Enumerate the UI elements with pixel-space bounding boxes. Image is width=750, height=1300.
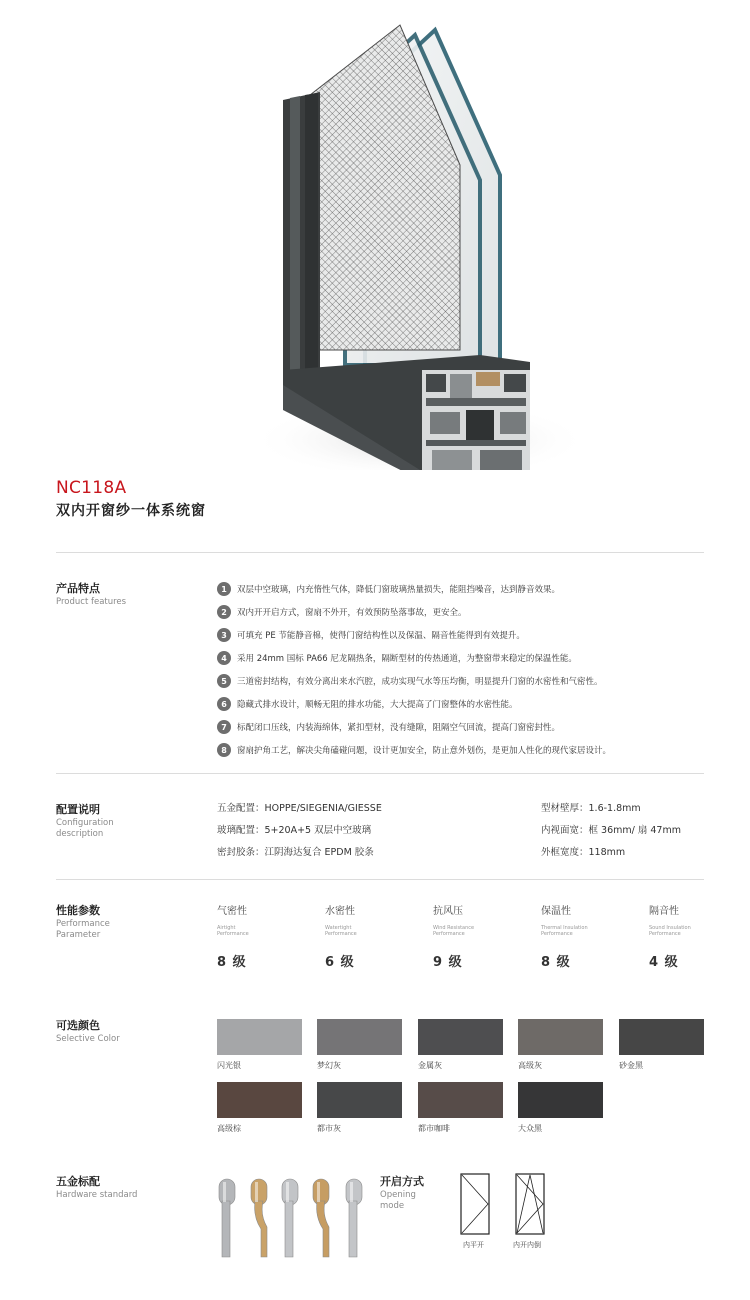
feature-item	[217, 650, 577, 666]
color-swatch	[418, 1019, 503, 1055]
divider	[56, 879, 704, 880]
product-name: 双内开窗纱一体系统窗	[56, 503, 206, 519]
feature-text: 三道密封结构，有效分离出来水汽腔，成功实现气水等压均衡，明显提升门窗的水密性和气密性。	[237, 677, 603, 687]
color-swatch	[518, 1082, 603, 1118]
performance-label: 气密性	[217, 906, 247, 917]
feature-text: 双内开开启方式，窗扇不外开，有效预防坠落事故，更安全。	[237, 608, 467, 618]
config-seal: 密封胶条：江阴海达复合 EPDM 胶条	[217, 847, 374, 858]
config-glass: 玻璃配置：5+20A+5 双层中空玻璃	[217, 825, 372, 836]
hardware-title: 五金标配	[56, 1175, 100, 1188]
features-title: 产品特点	[56, 582, 100, 595]
color-name: 大众黑	[518, 1124, 542, 1133]
product-model: NC118A	[56, 478, 127, 498]
performance-en-label: Airtight	[217, 925, 236, 931]
feature-number-badge: 5	[217, 674, 231, 688]
color-swatch	[217, 1082, 302, 1118]
colors-title: 可选颜色	[56, 1019, 100, 1032]
feature-text: 标配闭口压线，内装海绵体，紧扣型材，没有缝隙，阻隔空气回流，提高门窗密封性。	[237, 723, 561, 733]
feature-number-badge: 4	[217, 651, 231, 665]
feature-item	[217, 742, 611, 758]
performance-en-label: Performance	[433, 931, 465, 937]
feature-number-badge: 7	[217, 720, 231, 734]
color-name: 都市咖啡	[418, 1124, 450, 1133]
color-name: 都市灰	[317, 1124, 341, 1133]
window-handle-icon	[279, 1177, 305, 1265]
feature-item	[217, 673, 603, 689]
opening-title: 开启方式	[380, 1175, 424, 1188]
performance-value: 6 级	[325, 955, 355, 970]
performance-value: 8 级	[541, 955, 571, 970]
feature-number-badge: 6	[217, 697, 231, 711]
features-subtitle: Product features	[56, 597, 127, 607]
performance-label: 抗风压	[433, 906, 463, 917]
feature-item	[217, 627, 525, 643]
performance-en-label: Wind Resistance	[433, 925, 475, 931]
color-swatch	[317, 1019, 402, 1055]
hardware-subtitle: Hardware standard	[56, 1190, 138, 1200]
performance-en-label: Sound Insulation	[649, 925, 691, 931]
performance-label: 隔音性	[649, 906, 679, 917]
performance-en-label: Performance	[541, 931, 573, 937]
config-hardware: 五金配置：HOPPE/SIEGENIA/GIESSE	[217, 803, 382, 814]
performance-value: 9 级	[433, 955, 463, 970]
config-title: 配置说明	[56, 803, 100, 816]
performance-label: 保温性	[541, 906, 571, 917]
config-wall-thickness: 型材壁厚：1.6-1.8mm	[541, 803, 641, 814]
performance-en-label: Performance	[217, 931, 249, 937]
performance-en-label: Performance	[649, 931, 681, 937]
feature-item	[217, 696, 518, 712]
color-swatch	[317, 1082, 402, 1118]
performance-label: 水密性	[325, 906, 355, 917]
config-subtitle: Configuration description	[56, 818, 114, 839]
feature-number-badge: 3	[217, 628, 231, 642]
feature-item	[217, 719, 560, 735]
performance-en-label: Watertight	[325, 925, 352, 931]
opening-inward-label: 内平开	[463, 1241, 484, 1249]
product-image	[0, 0, 750, 470]
feature-item	[217, 604, 467, 620]
color-name: 金属灰	[418, 1061, 442, 1070]
window-handle-icon	[216, 1177, 242, 1265]
feature-text: 采用 24mm 国标 PA66 尼龙隔热条，隔断型材的传热通道，为整窗带来稳定的保温性能。	[237, 654, 577, 664]
color-name: 高级棕	[217, 1124, 241, 1133]
opening-subtitle: Opening mode	[380, 1190, 416, 1211]
feature-text: 可填充 PE 节能静音棉，使得门窗结构性以及保温、隔音性能得到有效提升。	[237, 631, 525, 641]
feature-item	[217, 581, 560, 597]
color-swatch	[418, 1082, 503, 1118]
color-name: 砂金黑	[619, 1061, 643, 1070]
config-face-width: 内视面宽：框 36mm/ 扇 47mm	[541, 825, 681, 836]
opening-tilt-turn-icon	[515, 1173, 545, 1235]
performance-value: 8 级	[217, 955, 247, 970]
colors-subtitle: Selective Color	[56, 1034, 120, 1044]
opening-inward-icon	[460, 1173, 490, 1235]
performance-title: 性能参数	[56, 904, 100, 917]
color-swatch	[518, 1019, 603, 1055]
color-name: 高级灰	[518, 1061, 542, 1070]
window-handle-icon	[248, 1177, 274, 1265]
performance-value: 4 级	[649, 955, 679, 970]
performance-subtitle: Performance Parameter	[56, 919, 110, 940]
feature-text: 双层中空玻璃，内充惰性气体，降低门窗玻璃热量损失，能阻挡噪音，达到静音效果。	[237, 585, 561, 595]
feature-text: 窗扇护角工艺，解决尖角磕碰问题，设计更加安全，防止意外划伤，是更加人性化的现代家居设计。	[237, 746, 612, 756]
color-swatch	[217, 1019, 302, 1055]
color-swatch	[619, 1019, 704, 1055]
window-handle-icon	[343, 1177, 369, 1265]
config-frame-width: 外框宽度：118mm	[541, 847, 626, 858]
feature-number-badge: 1	[217, 582, 231, 596]
divider	[56, 552, 704, 553]
performance-en-label: Thermal Insulation	[541, 925, 588, 931]
feature-text: 隐藏式排水设计，顺畅无阻的排水功能，大大提高了门窗整体的水密性能。	[237, 700, 518, 710]
feature-number-badge: 2	[217, 605, 231, 619]
color-name: 梦幻灰	[317, 1061, 341, 1070]
opening-tilt-turn-label: 内开内倒	[513, 1241, 541, 1249]
divider	[56, 773, 704, 774]
color-name: 闪光银	[217, 1061, 241, 1070]
performance-en-label: Performance	[325, 931, 357, 937]
window-handle-icon	[310, 1177, 336, 1265]
feature-number-badge: 8	[217, 743, 231, 757]
